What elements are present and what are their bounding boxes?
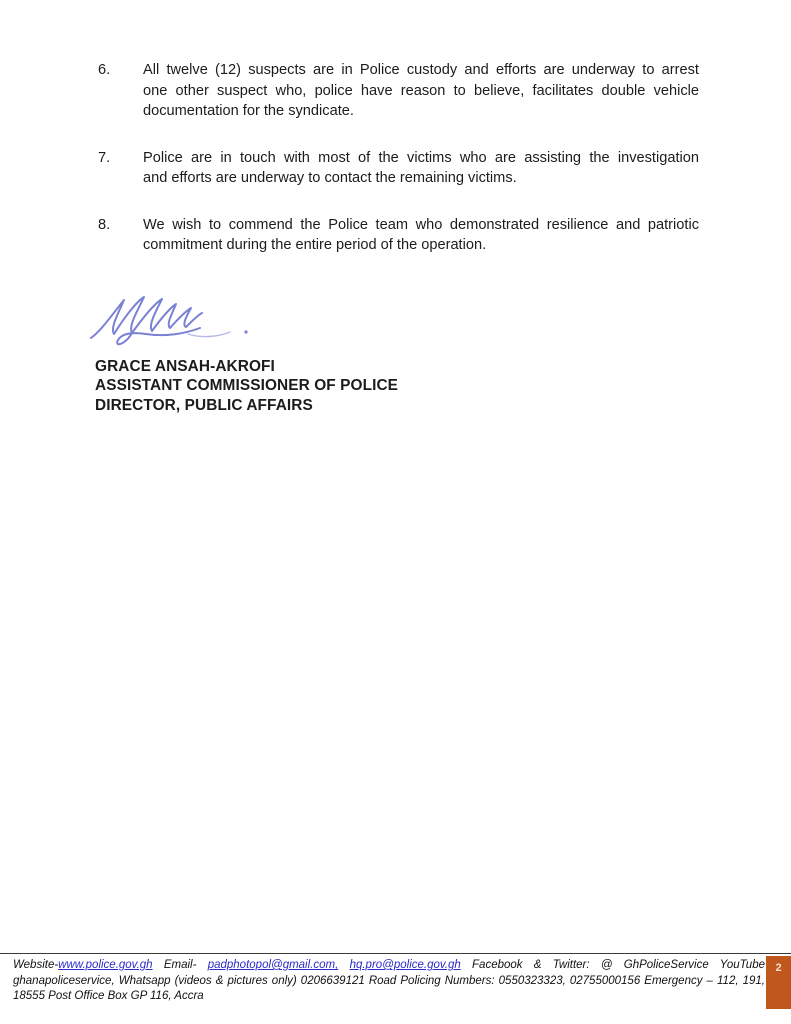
- page-footer: [13, 958, 765, 1005]
- email-link-1[interactable]: padphotopol@gmail.com,: [207, 959, 339, 971]
- signature-block: [88, 292, 398, 415]
- paragraph-line: All twelve (12) suspects are in Police custody and efforts are underway to arrest: [143, 62, 699, 78]
- paragraph-item: [98, 148, 699, 189]
- signatory-rank: ASSISTANT COMMISSIONER OF POLICE: [95, 377, 399, 395]
- footer-line-3: 18555 Post Office Box GP 116, Accra: [13, 990, 204, 1003]
- paragraph-line: one other suspect who, police have reason to believe, facilitates double vehicle: [143, 82, 699, 99]
- paragraph-line: Police are in touch with most of the victims who are assisting the investigation: [143, 149, 699, 166]
- signatory-lines: [95, 357, 398, 415]
- signature-image: [88, 292, 256, 350]
- signatory-name: GRACE ANSAH-AKROFI: [95, 358, 275, 375]
- website-label: Website-: [13, 959, 59, 971]
- paragraph-line: commitment during the entire period of the operation.: [143, 237, 487, 253]
- paragraph-line: We wish to commend the Police team who demonstrated resilience and patriotic: [143, 216, 699, 233]
- signatory-title: DIRECTOR, PUBLIC AFFAIRS: [95, 396, 313, 414]
- email-label: Email-: [163, 959, 197, 971]
- footer-line-2: ghanapoliceservice, Whatsapp (videos & pictures only) 0206639121 Road Policing Numbers: 0550323323, 02755000156 Emergency – 112, 191,: [13, 974, 765, 987]
- footer-divider: [0, 953, 791, 954]
- paragraph-line: and efforts are underway to contact the remaining victims.: [143, 170, 517, 186]
- paragraph-text: [143, 215, 699, 256]
- email-link-2[interactable]: hq.pro@police.gov.gh: [349, 959, 461, 971]
- paragraph-item: [98, 60, 699, 122]
- website-link[interactable]: www.police.gov.gh: [58, 959, 153, 971]
- page-number-badge: 2: [766, 956, 791, 1009]
- document-body: [98, 60, 699, 282]
- paragraph-number: 8.: [98, 216, 111, 233]
- paragraph-line: documentation for the syndicate.: [143, 103, 354, 119]
- paragraph-item: [98, 215, 699, 256]
- paragraph-text: [143, 60, 699, 122]
- paragraph-text: [143, 148, 699, 189]
- paragraph-number: 6.: [98, 62, 111, 78]
- footer-line-1: [13, 958, 765, 974]
- footer-social-text: Facebook & Twitter: @ GhPoliceService YouTube: [472, 959, 765, 971]
- paragraph-number: 7.: [98, 149, 111, 166]
